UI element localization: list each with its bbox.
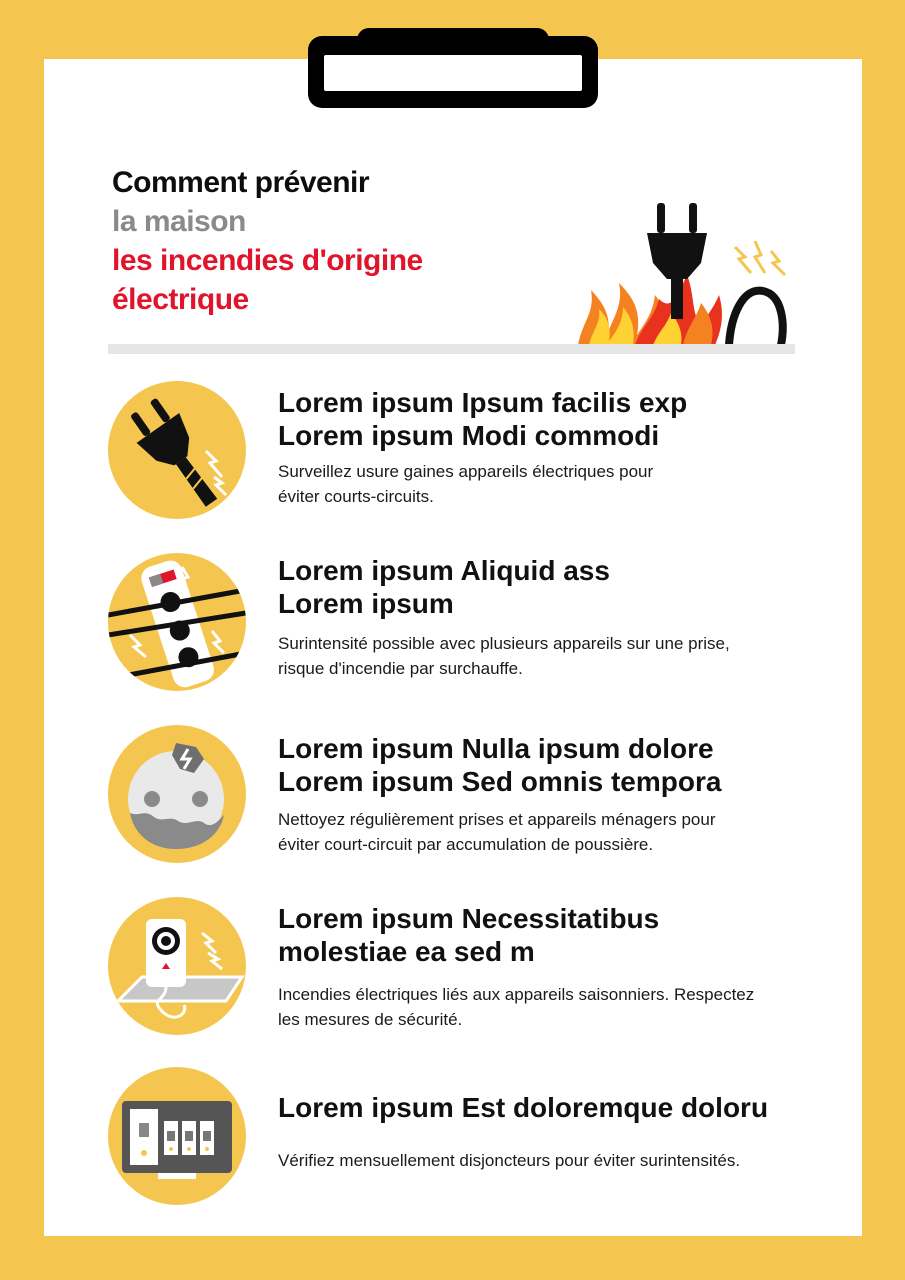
item-title-line: Lorem ipsum Modi commodi (278, 420, 660, 451)
title-line-3: les incendies d'origine (112, 244, 423, 277)
clipboard-clip-slot (324, 55, 582, 91)
power-strip-icon (108, 553, 246, 691)
item-title (278, 554, 610, 620)
plug-spark-icon (108, 381, 246, 519)
title-line-4: électrique (112, 283, 249, 316)
item-text-line: éviter court-circuit par accumulation de poussière. (278, 835, 654, 854)
title-divider (108, 344, 795, 354)
item-title (278, 902, 659, 968)
item-description (278, 459, 798, 509)
circuit-breaker-icon (108, 1067, 246, 1205)
item-text-line: Surveillez usure gaines appareils électriques pour (278, 462, 654, 481)
heater-icon (108, 897, 246, 1035)
item-text-line: risque d'incendie par surchauffe. (278, 659, 523, 678)
item-text-line: Vérifiez mensuellement disjoncteurs pour éviter surintensités. (278, 1151, 741, 1170)
title-line-1: Comment prévenir (112, 166, 370, 199)
item-title (278, 732, 721, 798)
item-title-line: Lorem ipsum Nulla ipsum dolore (278, 733, 714, 764)
item-description (278, 1148, 798, 1173)
item-title (278, 386, 687, 452)
item-text-line: Incendies électriques liés aux appareils saisonniers. Respectez (278, 985, 755, 1004)
title-line-2: la maison (112, 205, 246, 238)
burning-plug-icon (575, 195, 795, 347)
item-description (278, 631, 798, 681)
item-title-line: Lorem ipsum Aliquid ass (278, 555, 610, 586)
item-text-line: les mesures de sécurité. (278, 1010, 463, 1029)
item-title-line: Lorem ipsum Sed omnis tempora (278, 766, 722, 797)
dusty-socket-icon (108, 725, 246, 863)
item-title-line: Lorem ipsum Ipsum facilis exp (278, 387, 688, 418)
item-title-line: molestiae ea sed m (278, 936, 535, 967)
item-description (278, 982, 798, 1032)
item-title-line: Lorem ipsum Est doloremque doloru (278, 1092, 769, 1123)
item-description (278, 807, 798, 857)
item-title-line: Lorem ipsum Necessitatibus (278, 903, 660, 934)
item-title (278, 1091, 768, 1124)
page-title (112, 163, 423, 319)
item-text-line: Nettoyez régulièrement prises et appareils ménagers pour (278, 810, 716, 829)
item-text-line: éviter courts-circuits. (278, 487, 434, 506)
item-text-line: Surintensité possible avec plusieurs appareils sur une prise, (278, 634, 730, 653)
item-title-line: Lorem ipsum (278, 588, 454, 619)
